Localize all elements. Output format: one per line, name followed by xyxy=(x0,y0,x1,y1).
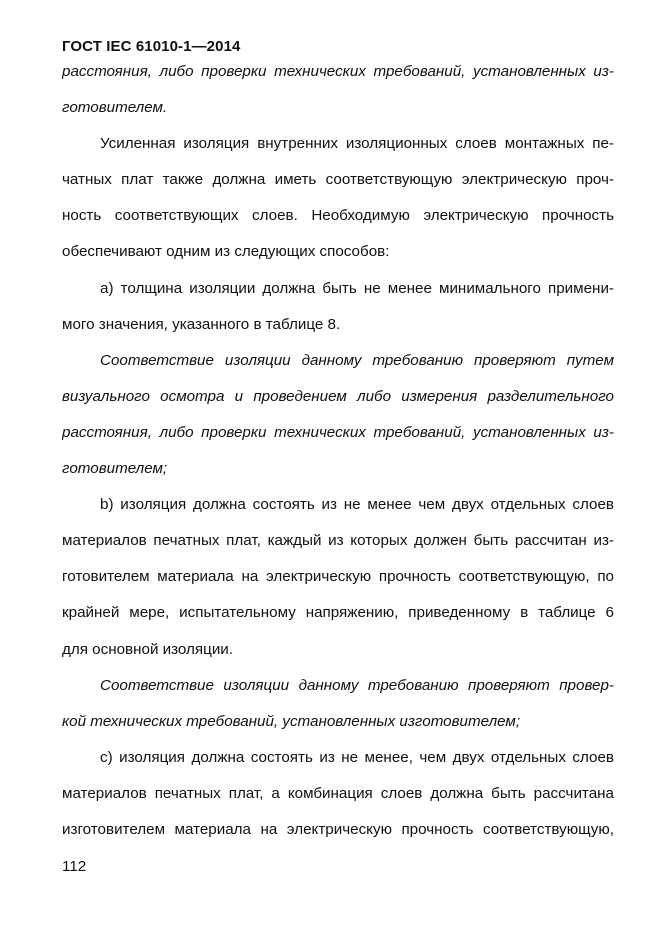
standard-header: ГОСТ IEC 61010-1—2014 xyxy=(62,38,241,55)
text-line: Соответствие изоляции данному требованию проверяют провер- xyxy=(100,676,614,694)
text-line: с) изоляция должна состоять из не менее, чем двух отдельных слоев xyxy=(100,748,614,766)
text-line: расстояния, либо проверки технических требований, установленных из- xyxy=(62,423,614,441)
text-line: ность соответствующих слоев. Необходимую электрическую прочность xyxy=(62,207,614,225)
text-line: готовителем материала на электрическую прочность соответствующую, по xyxy=(62,568,614,586)
text-line: изготовителем материала на электрическую прочность соответствующую, xyxy=(62,820,614,838)
body-text xyxy=(62,54,614,848)
text-line: обеспечивают одним из следующих способов: xyxy=(62,243,390,261)
text-line: крайней мере, испытательному напряжению, приведенному в таблице 6 xyxy=(62,604,614,622)
text-line: готовителем. xyxy=(62,99,168,117)
text-line: материалов печатных плат, каждый из которых должен быть рассчитан из- xyxy=(62,532,614,550)
text-line: а) толщина изоляции должна быть не менее минимального примени- xyxy=(100,279,614,297)
text-line: b) изоляция должна состоять из не менее чем двух отдельных слоев xyxy=(100,496,614,514)
text-line: Соответствие изоляции данному требованию проверяют путем xyxy=(100,351,614,369)
text-line: Усиленная изоляция внутренних изоляционных слоев монтажных пе- xyxy=(100,135,614,153)
text-line: для основной изоляции. xyxy=(62,640,234,658)
text-line: кой технических требований, установленных изготовителем; xyxy=(62,712,521,730)
page-number: 112 xyxy=(62,858,87,875)
text-line: визуального осмотра и проведением либо измерения разделительного xyxy=(62,387,614,405)
text-line: мого значения, указанного в таблице 8. xyxy=(62,315,341,333)
text-line: готовителем; xyxy=(62,460,168,478)
text-line: чатных плат также должна иметь соответствующую электрическую проч- xyxy=(62,171,614,189)
text-line: расстояния, либо проверки технических требований, установленных из- xyxy=(62,63,614,80)
text-line: материалов печатных плат, а комбинация слоев должна быть рассчитана xyxy=(62,784,614,802)
